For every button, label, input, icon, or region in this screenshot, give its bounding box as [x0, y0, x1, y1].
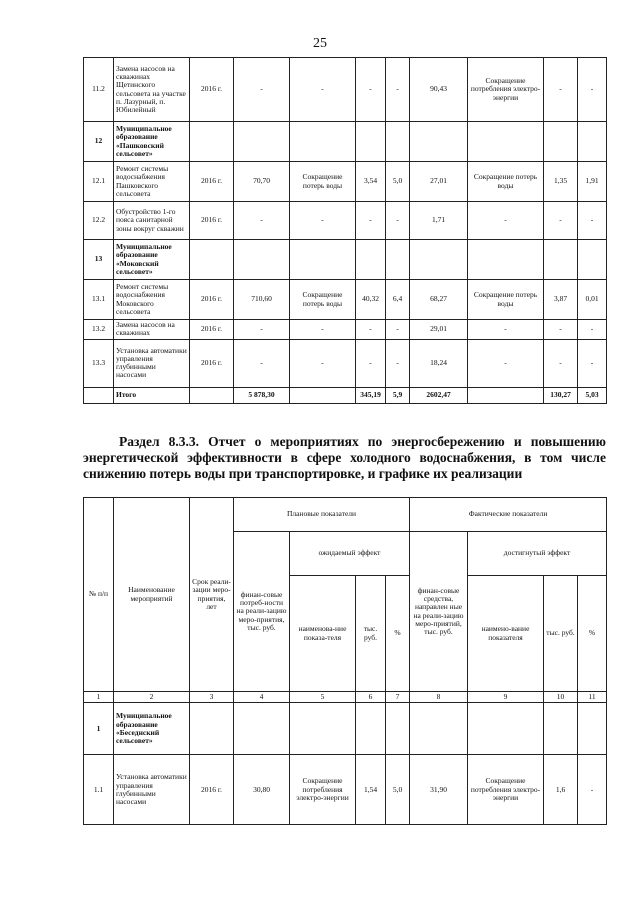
col-number: 6: [356, 692, 386, 703]
header-actual: Фактические показатели: [410, 498, 607, 532]
header-term: Срок реали-зации меро-приятия, лет: [190, 498, 234, 692]
row-number: 12.2: [84, 202, 114, 240]
row-number: 13.1: [84, 280, 114, 320]
actual-effect-value: -: [544, 320, 578, 340]
actual-effect-value: 1,6: [544, 755, 578, 825]
total-label: Итого: [114, 387, 190, 403]
col-number: 8: [410, 692, 468, 703]
total-actual-finance: 2602,47: [410, 387, 468, 403]
header-row: [84, 498, 607, 532]
effect-percent: -: [386, 320, 410, 340]
col-number: 3: [190, 692, 234, 703]
col-number: 7: [386, 692, 410, 703]
actual-effect-name: Сокращение потерь воды: [468, 280, 544, 320]
actual-finance: 90,43: [410, 58, 468, 122]
table-row-section: [84, 122, 607, 162]
row-number: 12: [84, 122, 114, 162]
table-row: [84, 58, 607, 122]
total-row: [84, 387, 607, 403]
actual-effect-value: 3,87: [544, 280, 578, 320]
municipality-name: Муниципальное образование «Моковский сельсовет»: [114, 240, 190, 280]
effect-value: -: [356, 58, 386, 122]
total-planned-finance: 5 878,30: [234, 387, 290, 403]
header-indicator-value: тыс. руб.: [356, 576, 386, 692]
actual-effect-percent: -: [578, 202, 607, 240]
table-row: [84, 320, 607, 340]
row-number: 12.1: [84, 162, 114, 202]
actual-effect-value: -: [544, 202, 578, 240]
effect-name: Сокращение потребления электро-энергии: [290, 755, 356, 825]
actual-effect-percent: 0,01: [578, 280, 607, 320]
measure-name: Установка автоматики управления глубинными насосами: [114, 339, 190, 387]
col-number: 2: [114, 692, 190, 703]
actual-finance: 29,01: [410, 320, 468, 340]
header-indicator-name: наименова-ние показа-теля: [290, 576, 356, 692]
effect-name: -: [290, 320, 356, 340]
header-num: № п/п: [84, 498, 114, 692]
col-number: 4: [234, 692, 290, 703]
actual-effect-name: -: [468, 202, 544, 240]
measure-name: Замена насосов на скважинах Щетинского сельсовета на участке п. Лазурный, п. Юбилейный: [114, 58, 190, 122]
header-achieved-effect: достигнутый эффект: [468, 532, 607, 576]
year-cell: 2016 г.: [190, 280, 234, 320]
measure-name: Замена насосов на скважинах: [114, 320, 190, 340]
effect-percent: 5,0: [386, 162, 410, 202]
actual-effect-value: -: [544, 339, 578, 387]
header-planned: Плановые показатели: [234, 498, 410, 532]
effect-percent: -: [386, 202, 410, 240]
year-cell: 2016 г.: [190, 320, 234, 340]
effect-value: -: [356, 320, 386, 340]
actual-effect-name: -: [468, 339, 544, 387]
actual-finance: 18,24: [410, 339, 468, 387]
actual-finance: 68,27: [410, 280, 468, 320]
measures-table-continued: [83, 57, 607, 404]
year-cell: 2016 г.: [190, 202, 234, 240]
row-number: 13.2: [84, 320, 114, 340]
year-cell: 2016 г.: [190, 58, 234, 122]
actual-effect-value: -: [544, 58, 578, 122]
planned-finance: 710,60: [234, 280, 290, 320]
planned-finance: 70,70: [234, 162, 290, 202]
actual-effect-percent: -: [578, 58, 607, 122]
year-cell: 2016 г.: [190, 162, 234, 202]
col-number: 11: [578, 692, 607, 703]
effect-percent: 6,4: [386, 280, 410, 320]
effect-percent: 5,0: [386, 755, 410, 825]
measure-name: Ремонт системы водоснабжения Моковского сельсовета: [114, 280, 190, 320]
table-row-section: [84, 240, 607, 280]
actual-finance: 31,90: [410, 755, 468, 825]
page-number: 25: [313, 36, 327, 51]
effect-name: -: [290, 202, 356, 240]
header-planned-finance: финан-совые потреб-ности на реали-зацию меро-приятия, тыс. руб.: [234, 532, 290, 692]
row-number: 1.1: [84, 755, 114, 825]
header-actual-finance: финан-совые средства, направлен ные на реали-зацию меро-приятий, тыс. руб.: [410, 532, 468, 692]
table-row: [84, 162, 607, 202]
header-percent: %: [386, 576, 410, 692]
effect-name: -: [290, 339, 356, 387]
planned-finance: -: [234, 320, 290, 340]
header-indicator-name-actual: наимено-вание показателя: [468, 576, 544, 692]
year-cell: 2016 г.: [190, 755, 234, 825]
col-number: 5: [290, 692, 356, 703]
energy-saving-report-table: [83, 497, 607, 825]
table-row: [84, 339, 607, 387]
actual-effect-percent: -: [578, 320, 607, 340]
col-number: 10: [544, 692, 578, 703]
effect-value: 3,54: [356, 162, 386, 202]
column-numbers-row: [84, 692, 607, 703]
actual-effect-percent: 1,91: [578, 162, 607, 202]
measure-name: Обустройство 1-го пояса санитарной зоны вокруг скважин: [114, 202, 190, 240]
planned-finance: -: [234, 58, 290, 122]
actual-effect-value: 1,35: [544, 162, 578, 202]
table-row-section: [84, 703, 607, 755]
header-indicator-value-actual: тыс. руб.: [544, 576, 578, 692]
table-row: [84, 202, 607, 240]
measure-name: Установка автоматики управления глубинными насосами: [114, 755, 190, 825]
col-number: 9: [468, 692, 544, 703]
section-heading-text: Раздел 8.3.3. Отчет о мероприятиях по энергосбережению и повышению энергетической эффективности в сфере холодного водоснабжения, в том числе снижению потерь воды при транспортировке, и графике их реализации: [83, 434, 606, 481]
col-number: 1: [84, 692, 114, 703]
actual-effect-name: Сокращение потребления электро-энергии: [468, 755, 544, 825]
planned-finance: 30,80: [234, 755, 290, 825]
measure-name: Ремонт системы водоснабжения Пашковского сельсовета: [114, 162, 190, 202]
effect-name: Сокращение потерь воды: [290, 162, 356, 202]
row-number: 1: [84, 703, 114, 755]
section-heading: [83, 434, 606, 482]
effect-name: Сокращение потерь воды: [290, 280, 356, 320]
effect-percent: -: [386, 58, 410, 122]
actual-effect-name: -: [468, 320, 544, 340]
year-cell: 2016 г.: [190, 339, 234, 387]
actual-effect-name: Сокращение потребления электро-энергии: [468, 58, 544, 122]
table-row: [84, 280, 607, 320]
effect-value: 40,32: [356, 280, 386, 320]
effect-value: -: [356, 339, 386, 387]
header-name: Наименование мероприятий: [114, 498, 190, 692]
actual-effect-name: Сокращение потерь воды: [468, 162, 544, 202]
municipality-name: Муниципальное образование «Беседнский сельсовет»: [114, 703, 190, 755]
actual-effect-percent: -: [578, 755, 607, 825]
row-number: 13: [84, 240, 114, 280]
effect-value: -: [356, 202, 386, 240]
total-actual-effect-value: 130,27: [544, 387, 578, 403]
table-row: [84, 755, 607, 825]
actual-finance: 1,71: [410, 202, 468, 240]
header-percent-actual: %: [578, 576, 607, 692]
total-effect-value: 345,19: [356, 387, 386, 403]
effect-percent: -: [386, 339, 410, 387]
row-number: 11.2: [84, 58, 114, 122]
total-actual-effect-percent: 5,03: [578, 387, 607, 403]
effect-value: 1,54: [356, 755, 386, 825]
planned-finance: -: [234, 202, 290, 240]
row-number: 13.3: [84, 339, 114, 387]
municipality-name: Муниципальное образование «Пашковский сельсовет»: [114, 122, 190, 162]
actual-finance: 27,01: [410, 162, 468, 202]
planned-finance: -: [234, 339, 290, 387]
actual-effect-percent: -: [578, 339, 607, 387]
header-expected-effect: ожидаемый эффект: [290, 532, 410, 576]
effect-name: -: [290, 58, 356, 122]
total-effect-percent: 5,9: [386, 387, 410, 403]
